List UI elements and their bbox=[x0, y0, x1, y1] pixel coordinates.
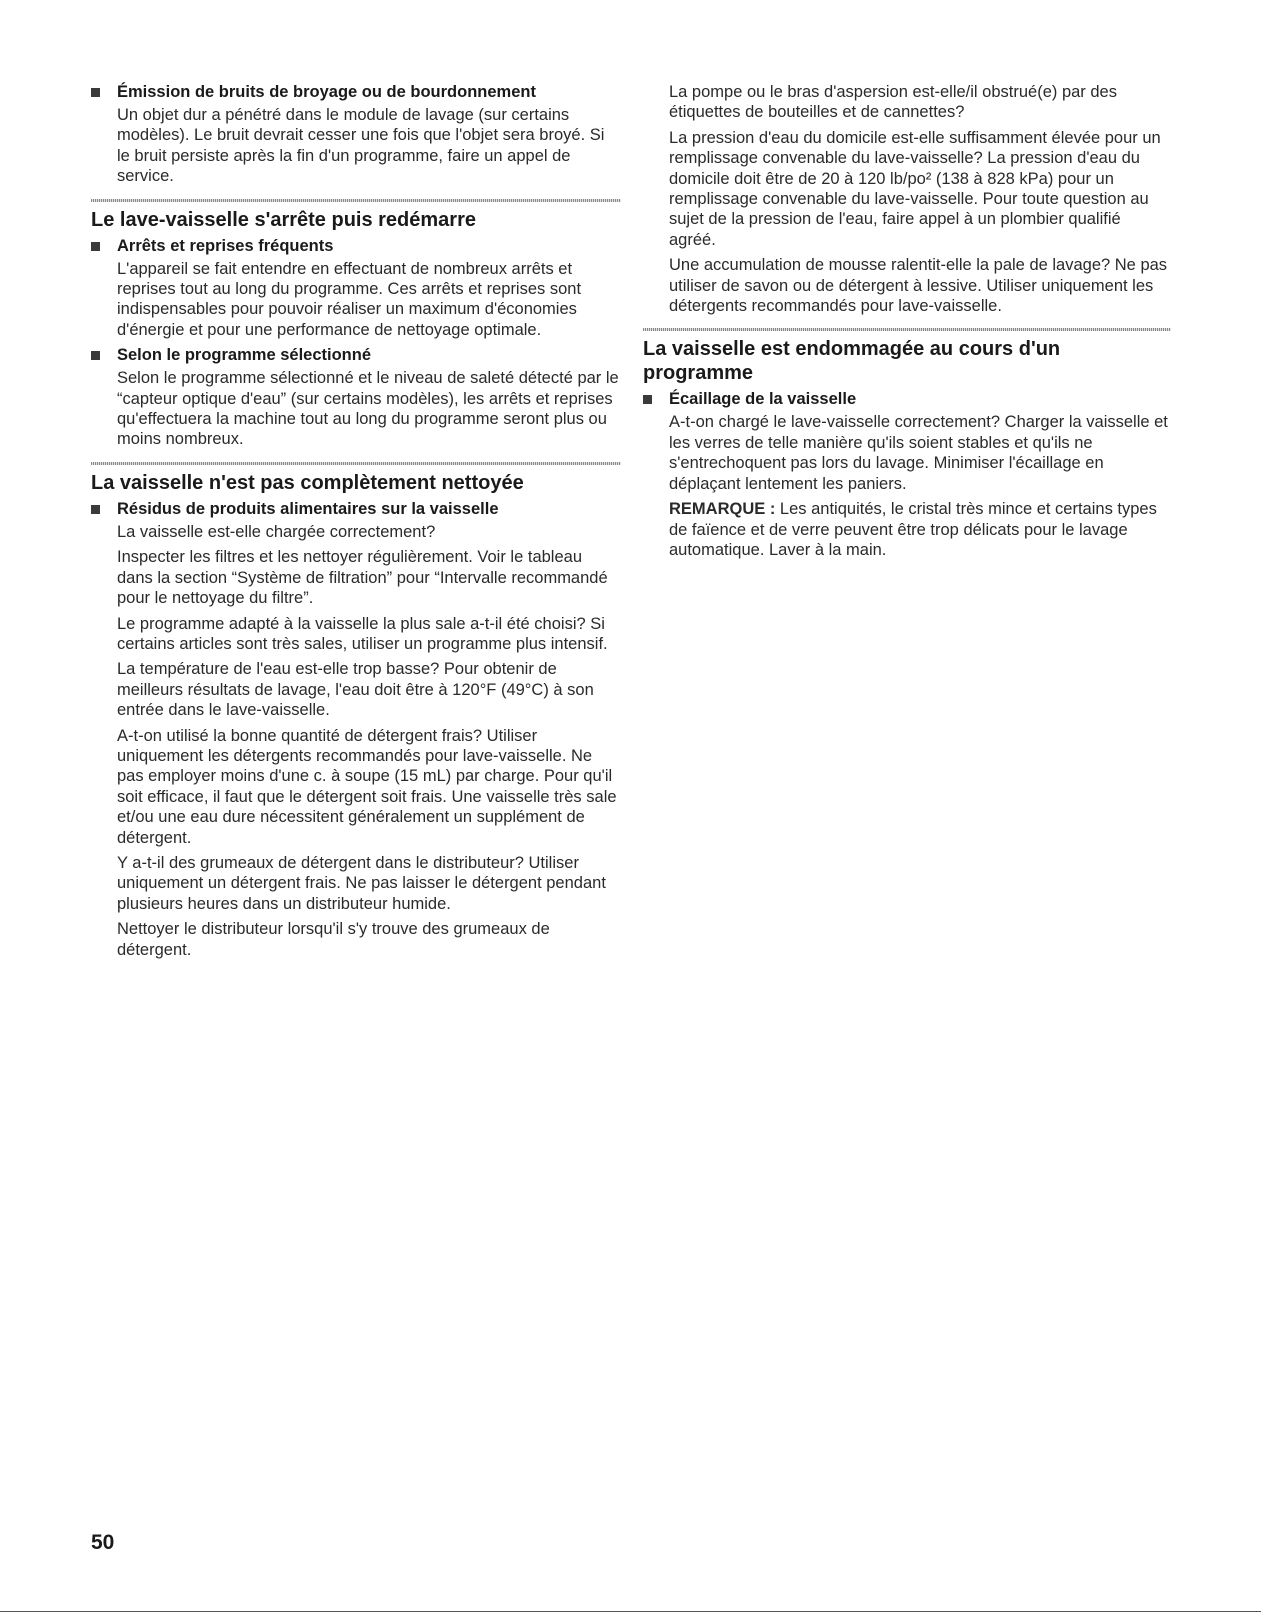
item-heading-food-residue bbox=[91, 499, 621, 520]
section-divider bbox=[643, 328, 1171, 331]
square-bullet-icon bbox=[91, 351, 100, 360]
section-title-not-clean: La vaisselle n'est pas complètement nettoyée bbox=[91, 471, 524, 494]
item-heading-text: Écaillage de la vaisselle bbox=[669, 390, 857, 409]
square-bullet-icon bbox=[91, 242, 100, 251]
bottom-rule bbox=[0, 1611, 1261, 1612]
page-number: 50 bbox=[91, 1531, 115, 1554]
section-title-damaged-dishes: La vaisselle est endommagée au cours d'un programme bbox=[643, 338, 1061, 385]
item-paragraph: A-t-on utilisé la bonne quantité de détergent frais? Utiliser uniquement les détergents recommandés pour lave-vaisselle. Ne pas employer moins d'une c. à soupe (15 mL) par charge. Pour qu'il soit efficace, il faut que le détergent soit frais. Une vaisselle très sale et/ou une eau dure nécessitent généralement un supplément de détergent. bbox=[117, 726, 617, 847]
item-text: L'appareil se fait entendre en effectuant de nombreux arrêts et reprises tout au long du programme. Ces arrêts et reprises sont indispensables pour pouvoir réaliser un maximum d'économies d'énergie et pour une performance de nettoyage optimale. bbox=[117, 259, 582, 339]
item-heading-text: Selon le programme sélectionné bbox=[117, 346, 371, 365]
item-heading-frequent-stops bbox=[91, 236, 621, 257]
square-bullet-icon bbox=[91, 505, 100, 514]
item-paragraph: La température de l'eau est-elle trop basse? Pour obtenir de meilleurs résultats de lavage, l'eau doit être à 120°F (49°C) à son entrée dans le lave-vaisselle. bbox=[117, 660, 594, 720]
right-column bbox=[643, 82, 1171, 565]
note-label: REMARQUE : bbox=[669, 500, 776, 519]
item-paragraph: La pression d'eau du domicile est-elle suffisamment élevée pour un remplissage convenable du lave-vaisselle? La pression d'eau du domicile doit être de 20 à 120 lb/po² (138 à 828 kPa) pour un remplissage convenable du lave-vaisselle. Pour toute question au sujet de la pression de l'eau, faire appel à un plombier qualifié agréé. bbox=[669, 128, 1161, 249]
item-paragraph: Nettoyer le distributeur lorsqu'il s'y trouve des grumeaux de détergent. bbox=[117, 920, 550, 959]
item-text: Un objet dur a pénétré dans le module de lavage (sur certains modèles). Le bruit devrait cesser une fois que l'objet sera broyé. Si le bruit persiste après la fin d'un programme, faire un appel de service. bbox=[117, 106, 605, 186]
item-heading-text: Émission de bruits de broyage ou de bourdonnement bbox=[117, 83, 536, 101]
item-heading-text: Résidus de produits alimentaires sur la vaisselle bbox=[117, 499, 499, 518]
section-divider bbox=[91, 199, 621, 202]
item-heading-text: Arrêts et reprises fréquents bbox=[117, 236, 334, 255]
left-column bbox=[91, 82, 621, 965]
item-text: A-t-on chargé le lave-vaisselle correctement? Charger la vaisselle et les verres de telle manière qu'ils soient stables et qu'ils ne s'entrechoquent pas lors du lavage. Minimiser l'écaillage en déplaçant lentement les paniers. bbox=[669, 413, 1168, 493]
item-heading-selected-program bbox=[91, 345, 621, 366]
item-paragraph: La vaisselle est-elle chargée correctement? bbox=[117, 522, 436, 541]
item-paragraph: Une accumulation de mousse ralentit-elle la pale de lavage? Ne pas utiliser de savon ou de détergent à lessive. Utiliser uniquement les détergents recommandés pour lave-vaisselle. bbox=[669, 256, 1168, 316]
item-heading-chipping bbox=[643, 389, 1171, 410]
square-bullet-icon bbox=[91, 88, 100, 97]
square-bullet-icon bbox=[643, 395, 652, 404]
item-paragraph: Inspecter les filtres et les nettoyer régulièrement. Voir le tableau dans la section “Système de filtration” pour “Intervalle recommandé pour le nettoyage du filtre”. bbox=[117, 548, 608, 608]
section-divider bbox=[91, 462, 621, 465]
item-paragraph: Y a-t-il des grumeaux de détergent dans le distributeur? Utiliser uniquement un détergent frais. Ne pas laisser le détergent pendant plusieurs heures dans un distributeur humide. bbox=[117, 853, 606, 913]
note-paragraph bbox=[643, 499, 1171, 560]
item-text: Selon le programme sélectionné et le niveau de saleté détecté par le “capteur optique d'eau” (sur certains modèles), les arrêts et reprises qu'effectuera la machine tout au long du programme seront plus ou moins nombreux. bbox=[117, 369, 619, 449]
item-paragraph: Le programme adapté à la vaisselle la plus sale a-t-il été choisi? Si certains articles sont très sales, utiliser un programme plus intensif. bbox=[117, 614, 608, 653]
item-paragraph: La pompe ou le bras d'aspersion est-elle/il obstrué(e) par des étiquettes de bouteilles et de cannettes? bbox=[669, 83, 1117, 122]
item-heading-grinding-noise bbox=[91, 82, 621, 103]
section-title-stops-restarts: Le lave-vaisselle s'arrête puis redémarre bbox=[91, 208, 476, 231]
note-text: Les antiquités, le cristal très mince et certains types de faïence et de verre peuvent être trop délicats pour le lavage automatique. Laver à la main. bbox=[669, 500, 1157, 559]
